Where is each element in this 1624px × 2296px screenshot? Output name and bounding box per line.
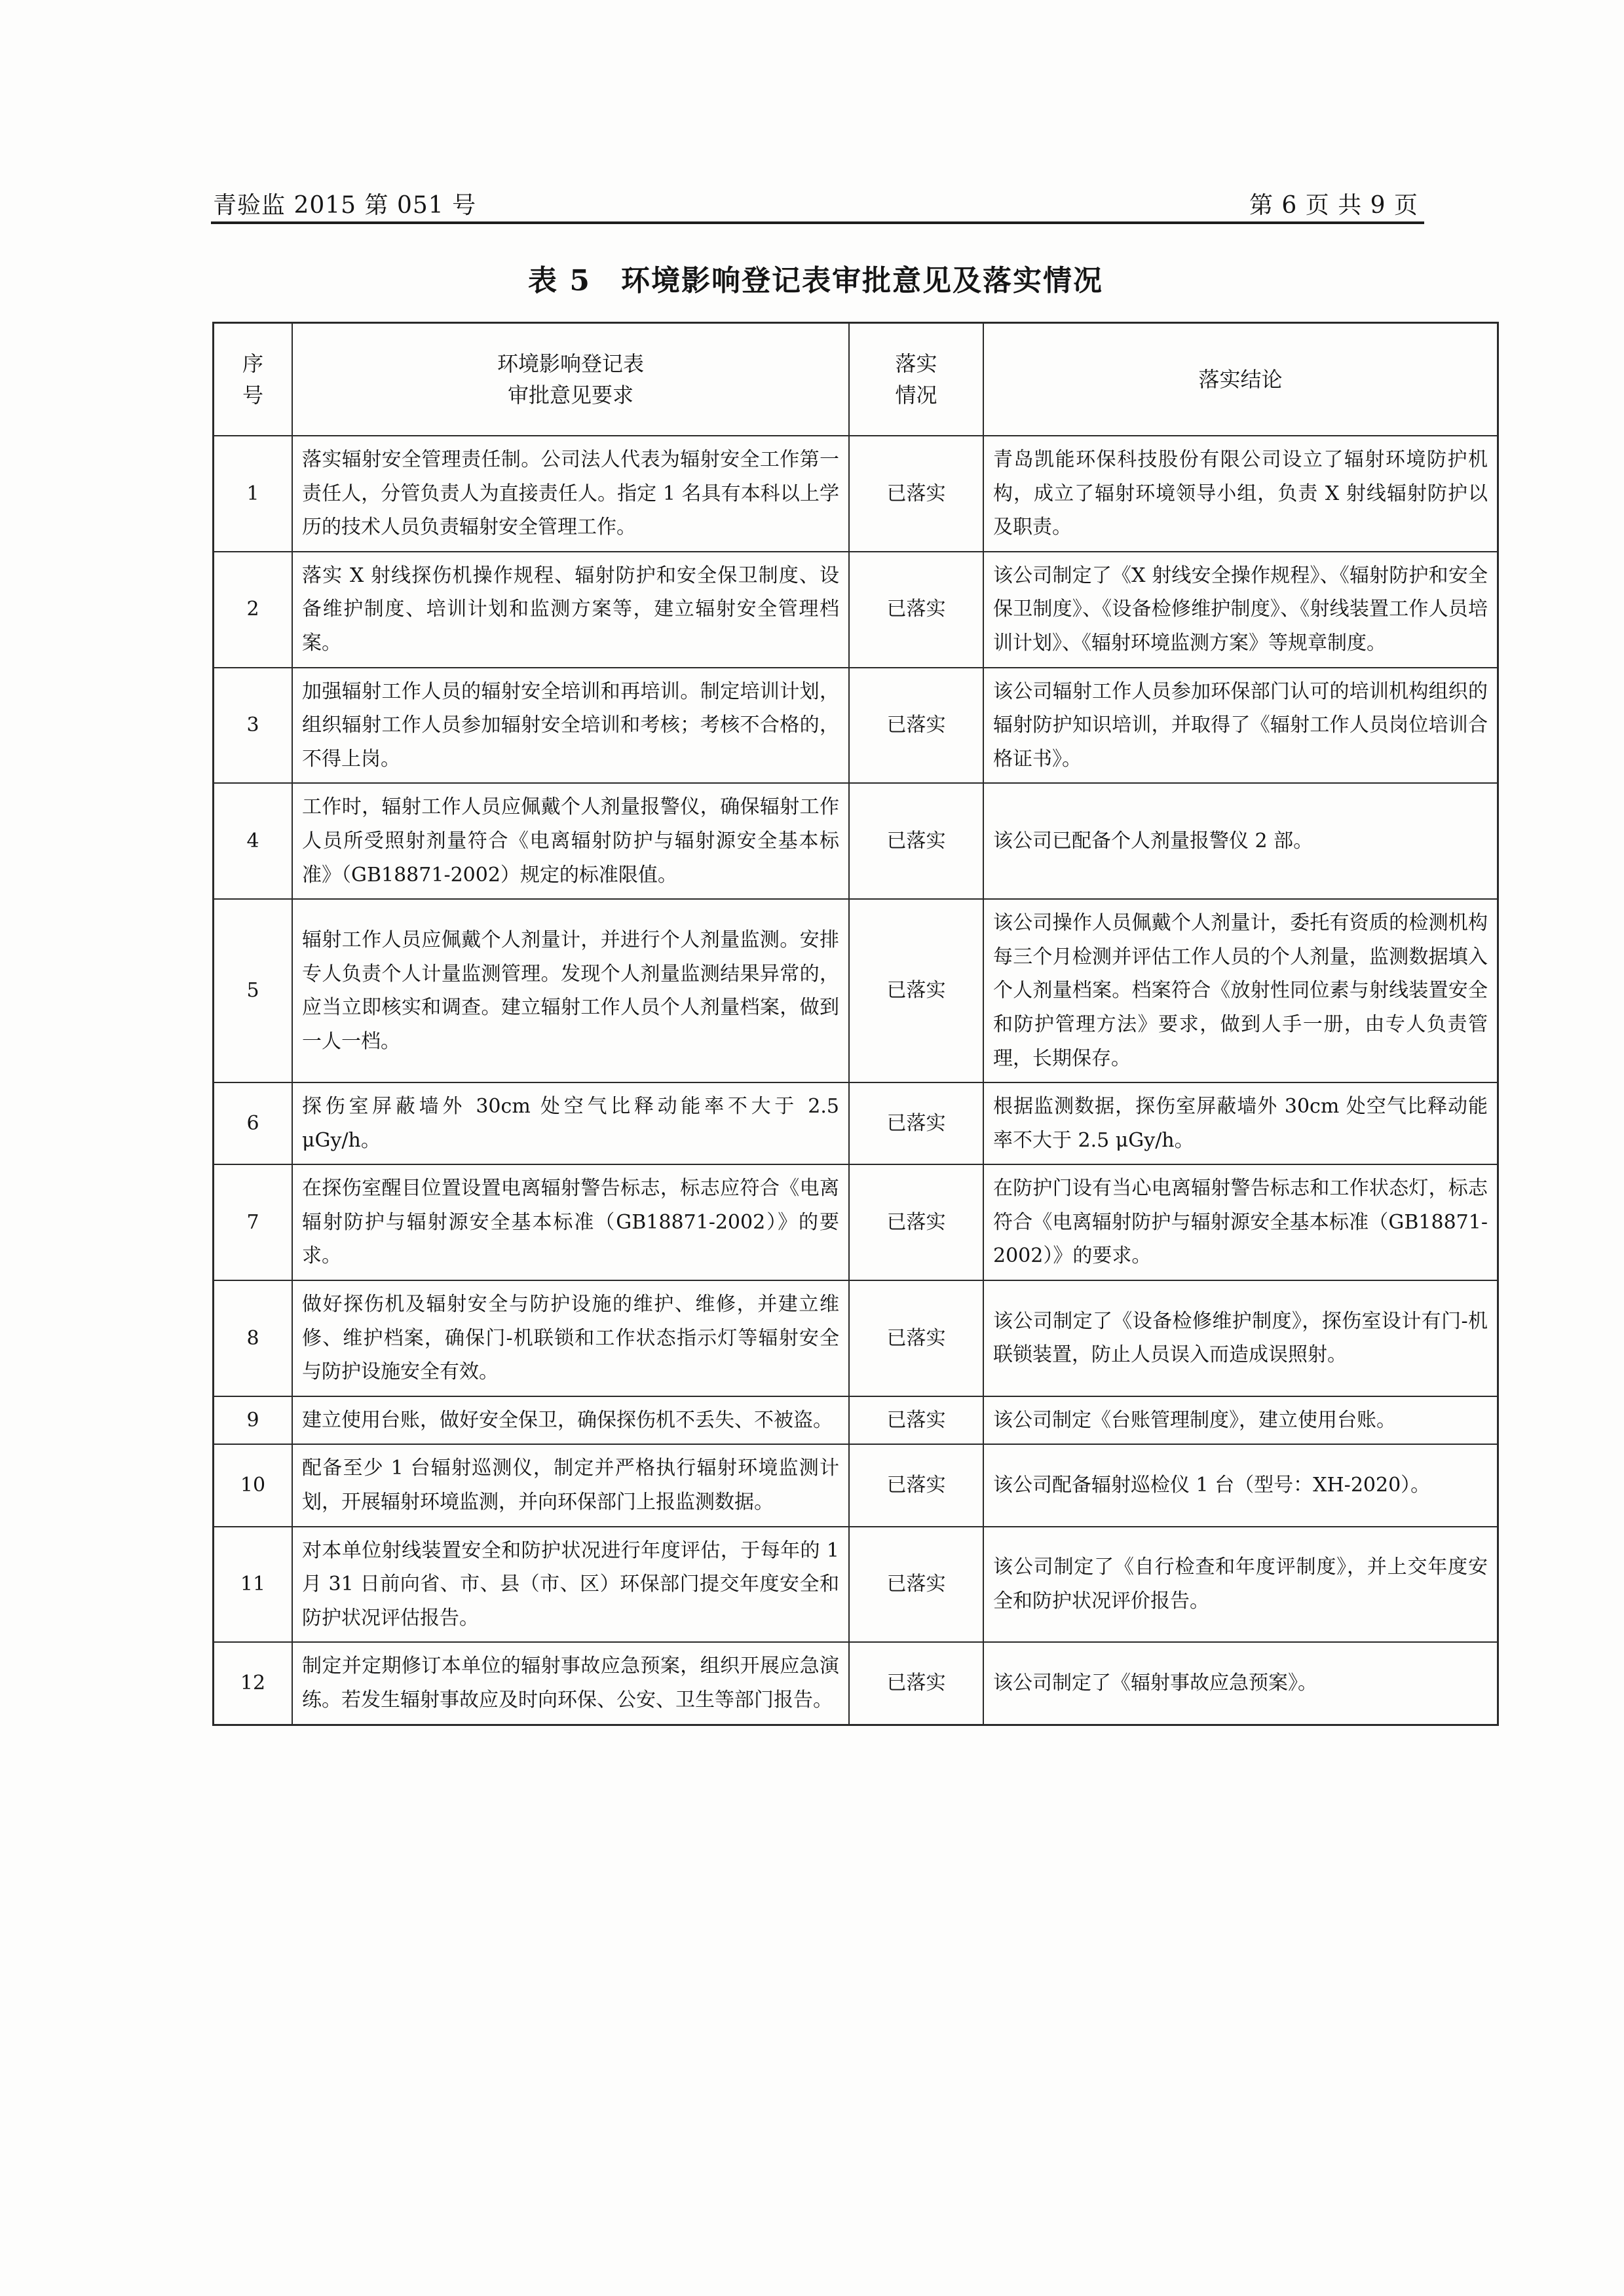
row-status: 已落实 <box>849 1642 983 1724</box>
row-index: 8 <box>214 1280 292 1396</box>
row-requirement: 辐射工作人员应佩戴个人剂量计，并进行个人剂量监测。安排专人负责个人计量监测管理。发现个人剂量监测结果异常的，应当立即核实和调查。建立辐射工作人员个人剂量档案，做到一人一档。 <box>292 899 849 1082</box>
column-header-status-line1: 落实 <box>895 351 937 376</box>
row-index: 5 <box>214 899 292 1082</box>
row-conclusion: 根据监测数据，探伤室屏蔽墙外 30cm 处空气比释动能率不大于 2.5 μGy/h。 <box>983 1082 1498 1164</box>
row-requirement: 工作时，辐射工作人员应佩戴个人剂量报警仪，确保辐射工作人员所受照射剂量符合《电离辐射防护与辐射源安全基本标准》（GB18871-2002）规定的标准限值。 <box>292 783 849 899</box>
row-conclusion: 该公司制定了《X 射线安全操作规程》、《辐射防护和安全保卫制度》、《设备检修维护制度》、《射线装置工作人员培训计划》、《辐射环境监测方案》等规章制度。 <box>983 552 1498 668</box>
page-title <box>213 257 1418 299</box>
row-conclusion: 该公司已配备个人剂量报警仪 2 部。 <box>983 783 1498 899</box>
column-header-status <box>849 323 983 436</box>
table-row <box>214 436 1498 552</box>
row-status: 已落实 <box>849 668 983 784</box>
row-conclusion: 在防护门设有当心电离辐射警告标志和工作状态灯，标志符合《电离辐射防护与辐射源安全基本标准（GB18871-2002）》的要求。 <box>983 1164 1498 1280</box>
table-row <box>214 1280 1498 1396</box>
table-title-text: 环境影响登记表审批意见及落实情况 <box>620 264 1103 297</box>
row-index: 11 <box>214 1527 292 1643</box>
row-status: 已落实 <box>849 552 983 668</box>
table-header <box>214 323 1498 436</box>
row-index: 3 <box>214 668 292 784</box>
row-requirement: 制定并定期修订本单位的辐射事故应急预案，组织开展应急演练。若发生辐射事故应及时向环保、公安、卫生等部门报告。 <box>292 1642 849 1724</box>
row-index: 6 <box>214 1082 292 1164</box>
row-requirement: 建立使用台账，做好安全保卫，确保探伤机不丢失、不被盗。 <box>292 1396 849 1445</box>
column-header-requirement-line2: 审批意见要求 <box>507 383 633 408</box>
row-conclusion: 该公司制定《台账管理制度》，建立使用台账。 <box>983 1396 1498 1445</box>
row-conclusion: 该公司辐射工作人员参加环保部门认可的培训机构组织的辐射防护知识培训，并取得了《辐射工作人员岗位培训合格证书》。 <box>983 668 1498 784</box>
document-number: 青验监 2015 第 051 号 <box>213 192 477 219</box>
table-body <box>214 436 1498 1725</box>
column-header-conclusion: 落实结论 <box>983 323 1498 436</box>
row-index: 9 <box>214 1396 292 1445</box>
row-conclusion: 该公司制定了《辐射事故应急预案》。 <box>983 1642 1498 1724</box>
table-row <box>214 1444 1498 1526</box>
row-status: 已落实 <box>849 1082 983 1164</box>
row-status: 已落实 <box>849 1444 983 1526</box>
row-index: 4 <box>214 783 292 899</box>
table-number: 表 5 <box>528 264 591 297</box>
row-conclusion: 该公司配备辐射巡检仪 1 台（型号：XH-2020）。 <box>983 1444 1498 1526</box>
row-requirement: 在探伤室醒目位置设置电离辐射警告标志，标志应符合《电离辐射防护与辐射源安全基本标准（GB18871-2002）》的要求。 <box>292 1164 849 1280</box>
row-requirement: 配备至少 1 台辐射巡测仪，制定并严格执行辐射环境监测计划，开展辐射环境监测，并向环保部门上报监测数据。 <box>292 1444 849 1526</box>
table-row <box>214 783 1498 899</box>
row-index: 12 <box>214 1642 292 1724</box>
row-conclusion: 该公司操作人员佩戴个人剂量计，委托有资质的检测机构每三个月检测并评估工作人员的个人剂量，监测数据填入个人剂量档案。档案符合《放射性同位素与射线装置安全和防护管理方法》要求，做到人手一册，由专人负责管理，长期保存。 <box>983 899 1498 1082</box>
page-number: 第 6 页 共 9 页 <box>1249 192 1418 219</box>
column-header-requirement <box>292 323 849 436</box>
table-header-row <box>214 323 1498 436</box>
table-container <box>213 322 1488 1725</box>
column-header-status-line2: 情况 <box>895 383 937 408</box>
table-row <box>214 899 1498 1082</box>
row-requirement: 落实 X 射线探伤机操作规程、辐射防护和安全保卫制度、设备维护制度、培训计划和监测方案等，建立辐射安全管理档案。 <box>292 552 849 668</box>
column-header-index-line2: 号 <box>242 383 263 408</box>
table-row <box>214 1642 1498 1724</box>
row-index: 7 <box>214 1164 292 1280</box>
column-header-requirement-line1: 环境影响登记表 <box>497 351 644 376</box>
approval-implementation-table <box>213 322 1498 1725</box>
row-status: 已落实 <box>849 1164 983 1280</box>
column-header-index <box>214 323 292 436</box>
row-status: 已落实 <box>849 899 983 1082</box>
row-status: 已落实 <box>849 1396 983 1445</box>
row-conclusion: 青岛凯能环保科技股份有限公司设立了辐射环境防护机构，成立了辐射环境领导小组，负责 X 射线辐射防护以及职责。 <box>983 436 1498 552</box>
page-header <box>213 187 1418 220</box>
table-row <box>214 1164 1498 1280</box>
row-requirement: 对本单位射线装置安全和防护状况进行年度评估，于每年的 1 月 31 日前向省、市、县（市、区）环保部门提交年度安全和防护状况评估报告。 <box>292 1527 849 1643</box>
row-status: 已落实 <box>849 783 983 899</box>
table-row <box>214 552 1498 668</box>
row-requirement: 探伤室屏蔽墙外 30cm 处空气比释动能率不大于 2.5 μGy/h。 <box>292 1082 849 1164</box>
table-row <box>214 1396 1498 1445</box>
table-row <box>214 1082 1498 1164</box>
row-status: 已落实 <box>849 1527 983 1643</box>
table-row <box>214 1527 1498 1643</box>
row-status: 已落实 <box>849 436 983 552</box>
row-conclusion: 该公司制定了《自行检查和年度评制度》，并上交年度安全和防护状况评价报告。 <box>983 1527 1498 1643</box>
row-index: 10 <box>214 1444 292 1526</box>
row-requirement: 落实辐射安全管理责任制。公司法人代表为辐射安全工作第一责任人，分管负责人为直接责任人。指定 1 名具有本科以上学历的技术人员负责辐射安全管理工作。 <box>292 436 849 552</box>
row-requirement: 加强辐射工作人员的辐射安全培训和再培训。制定培训计划，组织辐射工作人员参加辐射安全培训和考核；考核不合格的，不得上岗。 <box>292 668 849 784</box>
column-header-index-line1: 序 <box>242 351 263 376</box>
table-row <box>214 668 1498 784</box>
row-status: 已落实 <box>849 1280 983 1396</box>
row-index: 1 <box>214 436 292 552</box>
row-conclusion: 该公司制定了《设备检修维护制度》，探伤室设计有门-机联锁装置，防止人员误入而造成误照射。 <box>983 1280 1498 1396</box>
row-index: 2 <box>214 552 292 668</box>
header-divider <box>211 221 1424 224</box>
row-requirement: 做好探伤机及辐射安全与防护设施的维护、维修，并建立维修、维护档案，确保门-机联锁和工作状态指示灯等辐射安全与防护设施安全有效。 <box>292 1280 849 1396</box>
